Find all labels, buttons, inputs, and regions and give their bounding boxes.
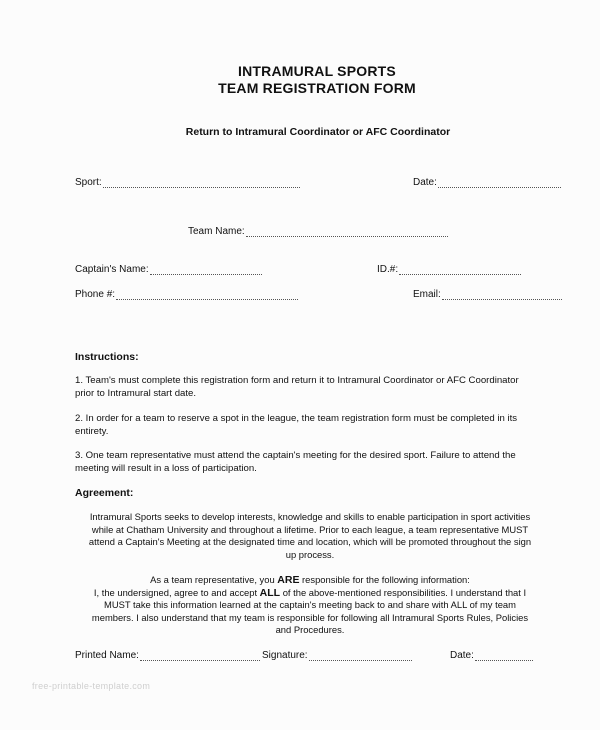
signature-date-field[interactable]	[450, 650, 533, 661]
instruction-2-line-2: entirety.	[75, 425, 109, 437]
email-label: Email:	[413, 289, 441, 300]
all-pre-text: I, the undersigned, agree to and accept	[93, 586, 260, 598]
phone-label: Phone #:	[75, 289, 116, 300]
all-post-text: of the above-mentioned responsibilities. I understand that I	[280, 586, 527, 598]
captain-name-label: Captain's Name:	[75, 264, 149, 275]
team-name-input-line[interactable]	[246, 226, 448, 237]
team-name-field[interactable]	[188, 226, 448, 237]
agreement-p2-line-5: and Procedures.	[275, 624, 345, 635]
instruction-item-2	[75, 413, 517, 438]
signature-field[interactable]	[262, 650, 412, 661]
date-field[interactable]	[413, 177, 561, 188]
agreement-p2-line-2	[60, 587, 560, 600]
all-emphasis: ALL	[259, 586, 281, 599]
are-emphasis: ARE	[277, 574, 300, 586]
instructions-heading: Instructions:	[75, 351, 139, 363]
return-instructions: Return to Intramural Coordinator or AFC Coordinator	[185, 126, 451, 138]
team-name-label: Team Name:	[188, 226, 245, 237]
sport-field[interactable]	[75, 177, 300, 188]
printed-name-label: Printed Name:	[75, 650, 139, 661]
signature-date-label: Date:	[450, 650, 474, 661]
captain-name-input-line[interactable]	[150, 264, 262, 275]
instruction-1-line-1: 1. Team's must complete this registration form and return it to Intramural Coordinator or AFC Coordinator	[75, 375, 519, 386]
agreement-heading: Agreement:	[75, 487, 134, 499]
agreement-p2-line-4: members. I also understand that my team is responsible for following all Intramural Sports Rules, Policies	[91, 611, 529, 623]
instruction-3-line-1: 3. One team representative must attend the captain's meeting for the desired sport. Failure to attend the	[75, 450, 516, 461]
form-title-line2: TEAM REGISTRATION FORM	[218, 80, 416, 96]
id-label: ID.#:	[377, 264, 399, 275]
agreement-p2-line-1	[60, 574, 560, 587]
sport-input-line[interactable]	[103, 177, 300, 188]
email-input-line[interactable]	[442, 289, 562, 300]
id-field[interactable]	[377, 264, 521, 275]
instruction-1-line-2: prior to Intramural start date.	[75, 387, 197, 399]
agreement-p2-line-3: MUST take this information learned at the captain's meeting back to and share with ALL of my team	[104, 599, 516, 610]
date-label: Date:	[413, 177, 437, 188]
instruction-3-line-2: meeting will result in a loss of participation.	[75, 462, 257, 474]
are-pre-text: As a team representative, you	[150, 574, 278, 585]
agreement-paragraph-2	[60, 574, 560, 637]
form-title-line1: INTRAMURAL SPORTS	[238, 63, 396, 79]
instruction-item-1	[75, 375, 519, 400]
printed-name-field[interactable]	[75, 650, 260, 661]
watermark-text: free-printable-template.com	[32, 681, 151, 691]
instruction-2-line-1: 2. In order for a team to reserve a spot in the league, the team registration form must be completed in its	[75, 413, 518, 424]
are-post-text: responsible for the following information:	[299, 574, 470, 585]
agreement-p1-line-4: up process.	[285, 548, 335, 560]
email-field[interactable]	[413, 289, 562, 300]
printed-name-input-line[interactable]	[140, 650, 260, 661]
sport-label: Sport:	[75, 177, 102, 188]
agreement-p1-line-1: Intramural Sports seeks to develop interests, knowledge and skills to enable participation in sport activities	[89, 511, 531, 522]
agreement-p1-line-3: attend a Captain's Meeting at the designated time and location, which will be promoted throughout the sign	[88, 536, 532, 547]
signature-input-line[interactable]	[309, 650, 412, 661]
agreement-paragraph-1	[60, 511, 560, 561]
date-input-line[interactable]	[438, 177, 561, 188]
captain-name-field[interactable]	[75, 264, 262, 275]
signature-label: Signature:	[262, 650, 308, 661]
instruction-item-3	[75, 450, 516, 475]
id-input-line[interactable]	[399, 264, 521, 275]
signature-date-input-line[interactable]	[475, 650, 533, 661]
phone-field[interactable]	[75, 289, 298, 300]
agreement-p1-line-2: while at Chatham University and throughout a lifetime. Prior to each league, a team representative MUST	[91, 523, 529, 535]
phone-input-line[interactable]	[116, 289, 298, 300]
